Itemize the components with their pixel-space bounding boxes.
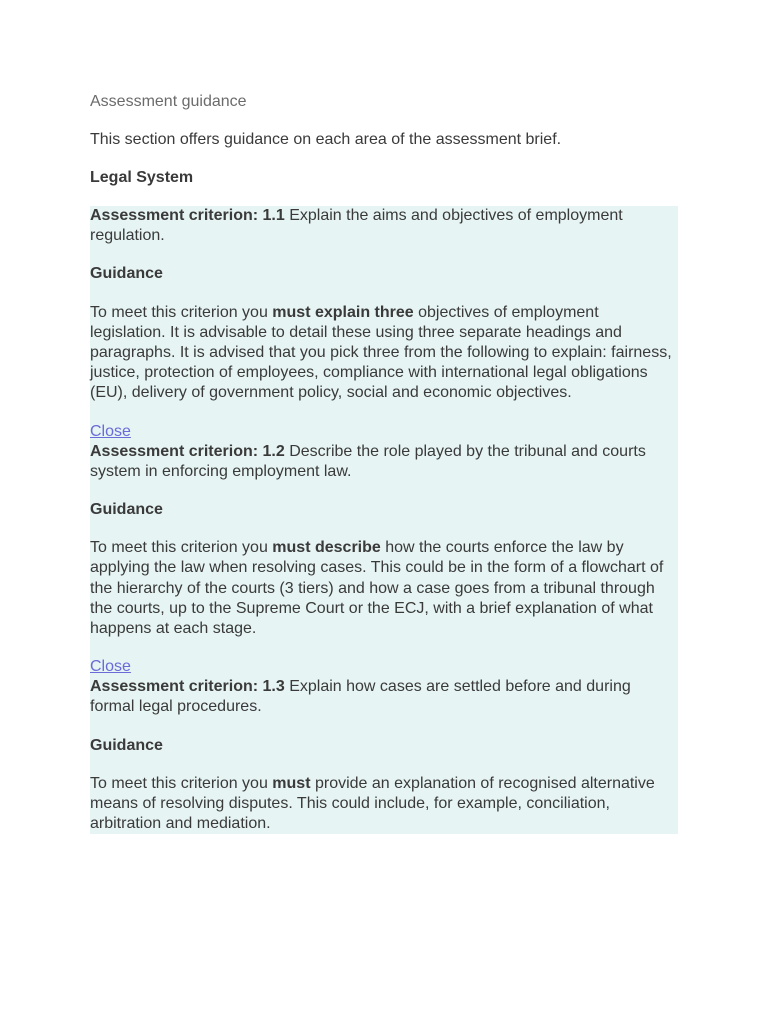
criterion-1-3	[90, 677, 678, 717]
guidance-text-rest: how the courts enforce the law by applying the law when resolving cases. This could be in the form of a flowchart of the hierarchy of the courts (3 tiers) and how a case goes from a tribunal through the courts, up to the Supreme Court or the ECJ, with a brief explanation of what happens at each stage.	[90, 539, 664, 638]
criterion-block-1-3	[90, 677, 678, 834]
guidance-label: Guidance	[90, 265, 163, 283]
criterion-label: Assessment criterion: 1.2	[90, 442, 285, 460]
section-title: Legal System	[90, 169, 194, 186]
criterion-label: Assessment criterion: 1.3	[90, 678, 285, 696]
document-page	[90, 92, 678, 834]
close-link[interactable]: Close	[90, 658, 131, 676]
guidance-text-rest: provide an explanation of recognised alternative means of resolving disputes. This could include, for example, conciliation, arbitration and mediation.	[90, 774, 655, 833]
guidance-text-rest: objectives of employment legislation. It is advisable to detail these using three separate headings and paragraphs. It is advised that you pick three from the following to explain: fairness, justice, protection of employees, compliance with international legal obligations (EU), delivery of government policy, social and economic objectives.	[90, 303, 672, 402]
close-link[interactable]: Close	[90, 422, 131, 440]
page-heading: Assessment guidance	[90, 93, 247, 110]
criterion-block-1-2	[90, 442, 678, 678]
guidance-emphasis: must	[272, 774, 311, 792]
criterion-text: Describe the role played by the tribunal and courts system in enforcing employment law.	[90, 442, 646, 480]
guidance-text	[90, 303, 678, 404]
guidance-label: Guidance	[90, 501, 163, 519]
criterion-label: Assessment criterion: 1.1	[90, 207, 285, 224]
guidance-label: Guidance	[90, 736, 163, 754]
guidance-panel	[90, 206, 678, 834]
guidance-text	[90, 774, 678, 835]
guidance-emphasis: must explain three	[272, 303, 414, 321]
intro-text: This section offers guidance on each area of the assessment brief.	[90, 131, 562, 148]
criterion-text: Explain the aims and objectives of employment regulation.	[90, 207, 623, 245]
guidance-emphasis: must describe	[272, 539, 381, 557]
guidance-text-start: To meet this criterion you	[90, 539, 273, 557]
criterion-text: Explain how cases are settled before and during formal legal procedures.	[90, 678, 631, 716]
criterion-1-2	[90, 442, 678, 482]
guidance-text	[90, 538, 678, 639]
criterion-block-1-1	[90, 206, 678, 442]
guidance-text-start: To meet this criterion you	[90, 774, 273, 792]
guidance-text-start: To meet this criterion you	[90, 303, 273, 321]
criterion-1-1	[90, 206, 678, 246]
